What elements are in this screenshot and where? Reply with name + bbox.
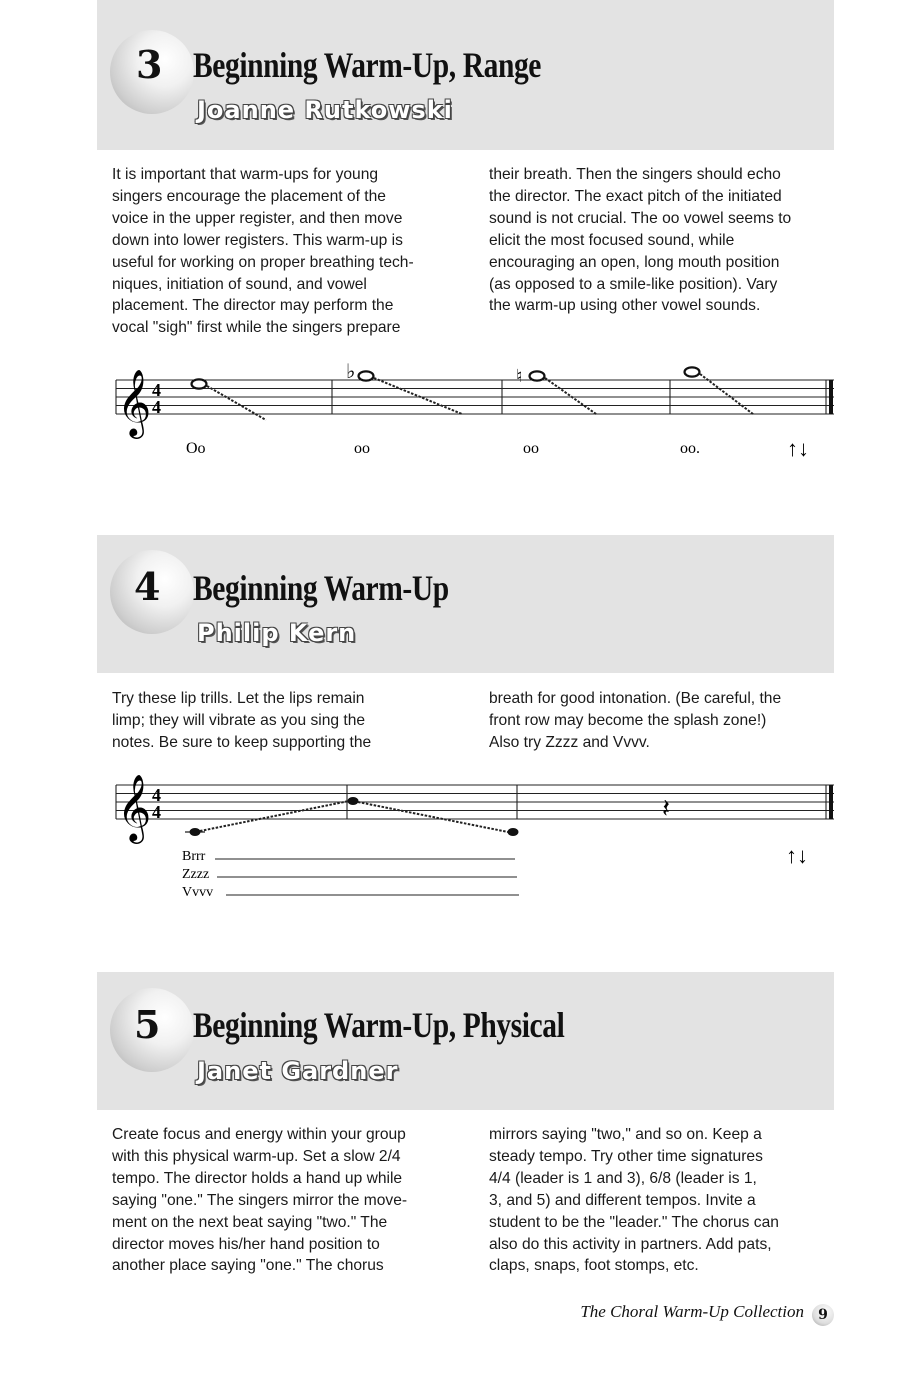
section-5-text-right: mirrors saying "two," and so on. Keep a steady tempo. Try other time signatures 4/4 (leader is 1 and 3), 6/8 (leader is 1, 3, and 5) and different tempos. Invite a student to be the "leader." The chorus can also do this activity in partners. Add pats, claps, snaps, foot stomps, etc. [489, 1126, 779, 1275]
whole-note [530, 371, 545, 380]
section-4-author: Philip Kern [197, 619, 357, 647]
lyric: oo [354, 440, 370, 457]
breath-arrows-icon: ↑↓ [786, 843, 808, 868]
svg-text:4: 4 [152, 380, 161, 400]
section-5-number: 5 [134, 1002, 161, 1047]
lyric: Brrr [182, 849, 206, 864]
lyric: Zzzz [182, 867, 210, 882]
natural-icon: ♮ [516, 366, 523, 386]
section-3-number: 3 [136, 42, 163, 87]
treble-clef-icon: 𝄞 [117, 370, 152, 435]
svg-text:4: 4 [152, 802, 161, 822]
section-4-text-left: Try these lip trills. Let the lips remain limp; they will vibrate as you sing the notes. Be sure to keep supporting the [112, 690, 372, 751]
section-4-text-right: breath for good intonation. (Be careful, the front row may become the splash zone!) Also try Zzzz and Vvvv. [489, 690, 782, 751]
quarter-note [190, 828, 201, 836]
section-5-author: Janet Gardner [197, 1057, 399, 1085]
svg-text:4: 4 [152, 785, 161, 805]
section-3-title: Beginning Warm-Up, Range [193, 45, 542, 85]
section-3-author: Joanne Rutkowski [197, 96, 453, 124]
section-3-music-staff [0, 360, 900, 470]
section-4-title: Beginning Warm-Up [193, 568, 449, 608]
quarter-note [508, 828, 519, 836]
section-5-title: Beginning Warm-Up, Physical [193, 1005, 565, 1045]
footer-book-title: The Choral Warm-Up Collection [580, 1302, 804, 1321]
flat-icon: ♭ [346, 361, 356, 383]
section-4-number: 4 [134, 564, 161, 609]
section-3-text-left: It is important that warm-ups for young singers encourage the placement of the voice in the upper register, and then move down into lower registers. This warm-up is useful for working on proper breathing tech- niques, initiation of sound, and vowel placement. The director may perform the vocal "sigh" first while the singers prepare [112, 166, 414, 337]
breath-arrows-icon: ↑↓ [787, 436, 809, 461]
quarter-rest-icon: 𝄽 [662, 794, 670, 823]
lyric: oo [523, 440, 539, 457]
section-4-music-staff [0, 765, 900, 905]
section-5-text-left: Create focus and energy within your group with this physical warm-up. Set a slow 2/4 tempo. The director holds a hand up while saying "one." The singers mirror the move- ment on the next beat saying "two." The director moves his/her hand position to another place saying "one." The chorus [112, 1126, 408, 1275]
whole-note [192, 379, 207, 388]
whole-note [685, 367, 700, 376]
whole-note [359, 371, 374, 380]
section-3-text-right: their breath. Then the singers should echo the director. The exact pitch of the initiated sound is not crucial. The oo vowel seems to elicit the most focused sound, while encouraging an open, long mouth position (as opposed to a smile-like position). Vary the warm-up using other vowel sounds. [489, 166, 792, 315]
quarter-note [348, 797, 359, 805]
svg-text:4: 4 [152, 397, 161, 417]
page-number: 9 [812, 1304, 834, 1326]
lyric: Oo [186, 440, 206, 457]
lyric: Vvvv [182, 885, 214, 900]
treble-clef-icon: 𝄞 [117, 775, 152, 840]
lyric: oo. [680, 440, 700, 457]
